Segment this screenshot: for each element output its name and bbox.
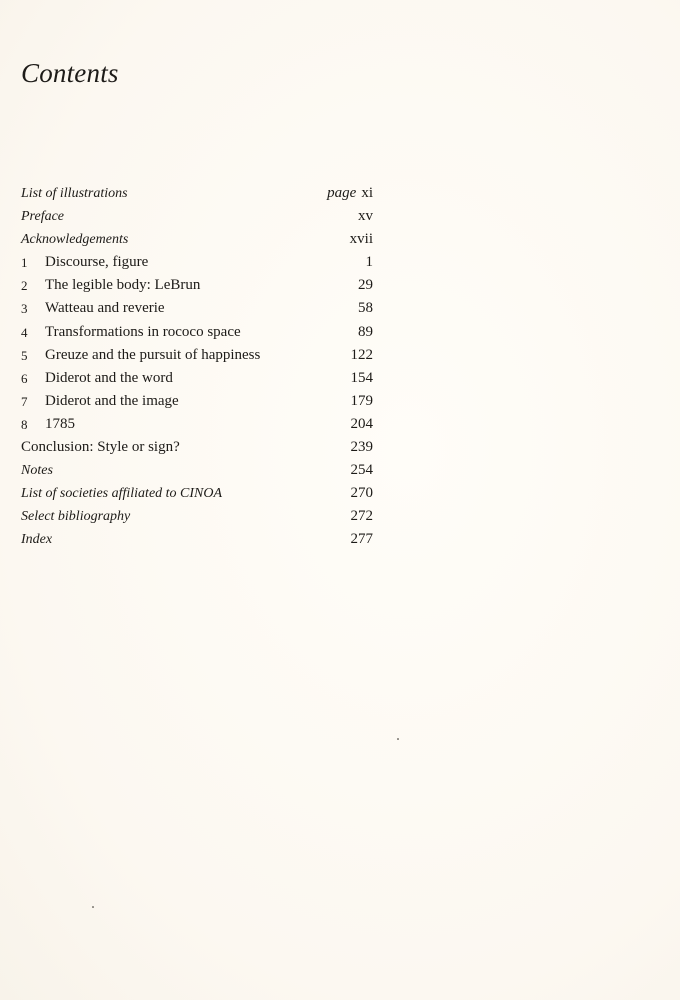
entry-page-number — [351, 528, 374, 551]
entry-page-number — [351, 436, 374, 459]
page-value: xvii — [349, 231, 373, 248]
entry-title: Transformations in rococo space — [45, 323, 241, 340]
page-value: 89 — [358, 323, 373, 340]
toc-entry — [21, 205, 373, 228]
toc-entry — [21, 367, 373, 390]
toc-entry — [21, 505, 373, 528]
toc-entry — [21, 274, 373, 297]
page-value: xi — [361, 185, 373, 201]
toc-entry — [21, 344, 373, 367]
entry-page-number — [351, 482, 374, 505]
table-of-contents — [21, 182, 373, 552]
toc-entry — [21, 528, 373, 551]
entry-title: 1785 — [45, 415, 75, 432]
page-value: 272 — [350, 508, 373, 525]
page-value: 239 — [350, 439, 373, 456]
entry-page-number — [358, 297, 373, 320]
paper-speck — [92, 906, 94, 908]
page-title: Contents — [21, 58, 119, 88]
entry-title: List of illustrations — [21, 186, 128, 201]
toc-entry — [21, 182, 373, 205]
entry-page-number — [327, 182, 373, 205]
toc-entry — [21, 228, 373, 251]
page-value: 204 — [350, 415, 373, 432]
chapter-number: 7 — [21, 393, 28, 409]
entry-title: Preface — [21, 209, 65, 225]
page-value: 254 — [350, 462, 373, 479]
chapter-number: 4 — [21, 324, 28, 340]
entry-title: List of societies affiliated to CINOA — [21, 486, 223, 502]
entry-page-number — [351, 459, 374, 482]
toc-entry — [21, 297, 373, 320]
entry-title: Notes — [21, 463, 53, 479]
entry-title: Discourse, figure — [45, 254, 149, 271]
page-value: 1 — [365, 254, 373, 271]
chapter-number: 6 — [21, 370, 28, 386]
page-value: 270 — [350, 485, 373, 502]
chapter-number: 3 — [21, 301, 28, 317]
toc-entry — [21, 251, 373, 274]
entry-page-number — [351, 344, 374, 367]
page-value: 179 — [350, 392, 373, 409]
toc-entry — [21, 321, 373, 344]
chapter-number: 8 — [21, 416, 28, 432]
entry-title: Greuze and the pursuit of happiness — [45, 346, 261, 363]
entry-title: Index — [21, 532, 53, 548]
toc-entry — [21, 413, 373, 436]
entry-page-number — [366, 251, 374, 274]
page-prefix-label: page — [327, 185, 357, 201]
entry-title: The legible body: LeBrun — [45, 277, 201, 294]
entry-page-number — [351, 367, 374, 390]
entry-page-number — [350, 228, 373, 251]
entry-title: Conclusion: Style or sign? — [21, 439, 180, 456]
chapter-number: 2 — [21, 278, 28, 294]
entry-title: Diderot and the word — [45, 369, 173, 386]
page-value: 122 — [350, 346, 373, 363]
paper-speck — [397, 738, 399, 740]
entry-page-number — [358, 274, 373, 297]
page-value: 29 — [358, 277, 373, 294]
entry-title: Diderot and the image — [45, 392, 179, 409]
chapter-number: 1 — [21, 255, 28, 271]
page-value: 58 — [358, 300, 373, 317]
entry-page-number — [351, 505, 374, 528]
toc-entry — [21, 482, 373, 505]
toc-entry — [21, 436, 373, 459]
chapter-number: 5 — [21, 347, 28, 363]
entry-title: Acknowledgements — [21, 232, 129, 248]
toc-entry — [21, 459, 373, 482]
entry-title: Watteau and reverie — [45, 300, 165, 317]
page-value: 154 — [350, 369, 373, 386]
page-value: xv — [358, 208, 373, 225]
toc-entry — [21, 390, 373, 413]
entry-page-number — [358, 205, 373, 228]
entry-title: Select bibliography — [21, 509, 131, 525]
entry-page-number — [351, 390, 374, 413]
entry-page-number — [351, 413, 374, 436]
entry-page-number — [358, 321, 373, 344]
page-value: 277 — [350, 531, 373, 548]
